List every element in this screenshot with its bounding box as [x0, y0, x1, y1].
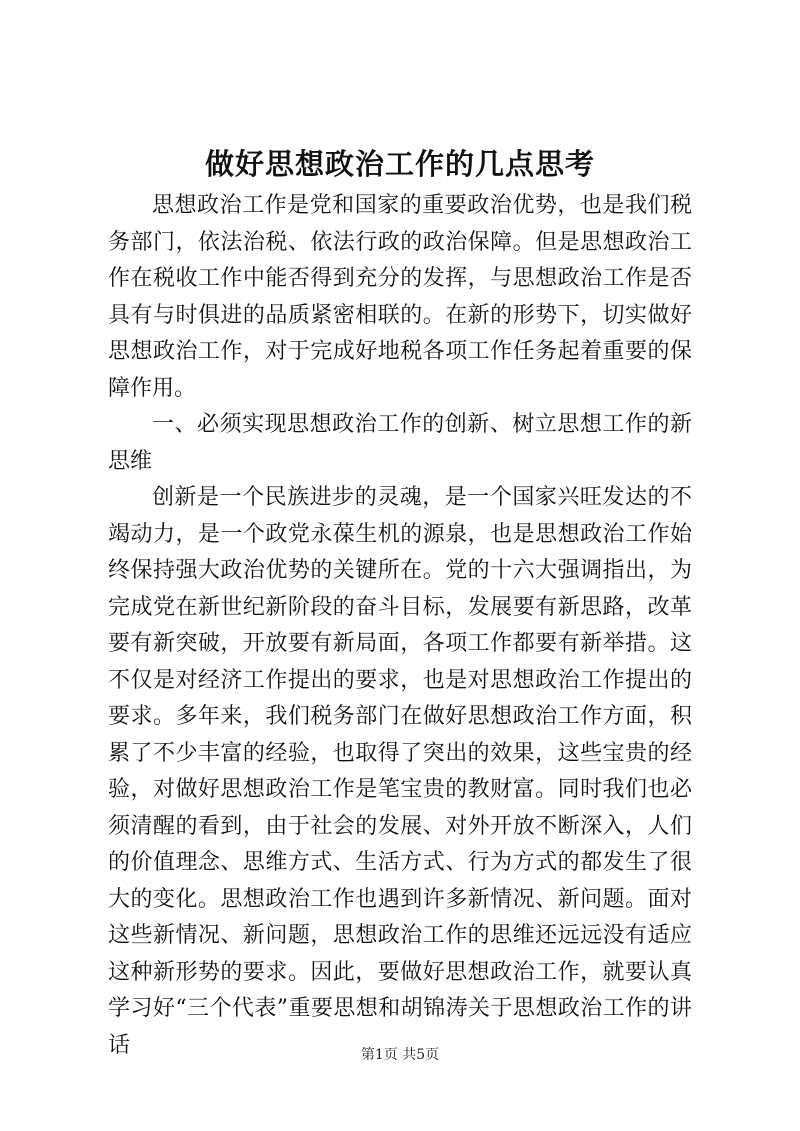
paragraph-innovation: 创新是一个民族进步的灵魂，是一个国家兴旺发达的不竭动力，是一个政党永葆生机的源泉，也是思想政治工作始终保持强大政治优势的关键所在。党的十六大强调指出，为完成党在新世纪新阶段的奋斗目标，发展要有新思路，改革要有新突破，开放要有新局面，各项工作都要有新举措。这不仅是对经济工作提出的要求，也是对思想政治工作提出的要求。多年来，我们税务部门在做好思想政治工作方面，积累了不少丰富的经验，也取得了突出的效果，这些宝贵的经验，对做好思想政治工作是笔宝贵的教财富。同时我们也必须清醒的看到，由于社会的发展、对外开放不断深入，人们的价值理念、思维方式、生活方式、行为方式的都发生了很大的变化。思想政治工作也遇到许多新情况、新问题。面对这些新情况、新问题，思想政治工作的思维还远远没有适应这种新形势的要求。因此，要做好思想政治工作，就要认真学习好“三个代表”重要思想和胡锦涛关于思想政治工作的讲话	[108, 485, 692, 1058]
page-footer: 第1页 共5页	[360, 1047, 440, 1063]
document-body	[108, 188, 692, 1064]
section-heading: 一、必须实现思想政治工作的创新、树立思想工作的新思维	[108, 412, 692, 474]
document-title: 做好思想政治工作的几点思考	[204, 147, 595, 181]
paragraph-intro: 思想政治工作是党和国家的重要政治优势，也是我们税务部门，依法治税、依法行政的政治保障。但是思想政治工作在税收工作中能否得到充分的发挥，与思想政治工作是否具有与时俱进的品质紧密相联的。在新的形势下，切实做好思想政治工作，对于完成好地税各项工作任务起着重要的保障作用。	[108, 193, 692, 401]
